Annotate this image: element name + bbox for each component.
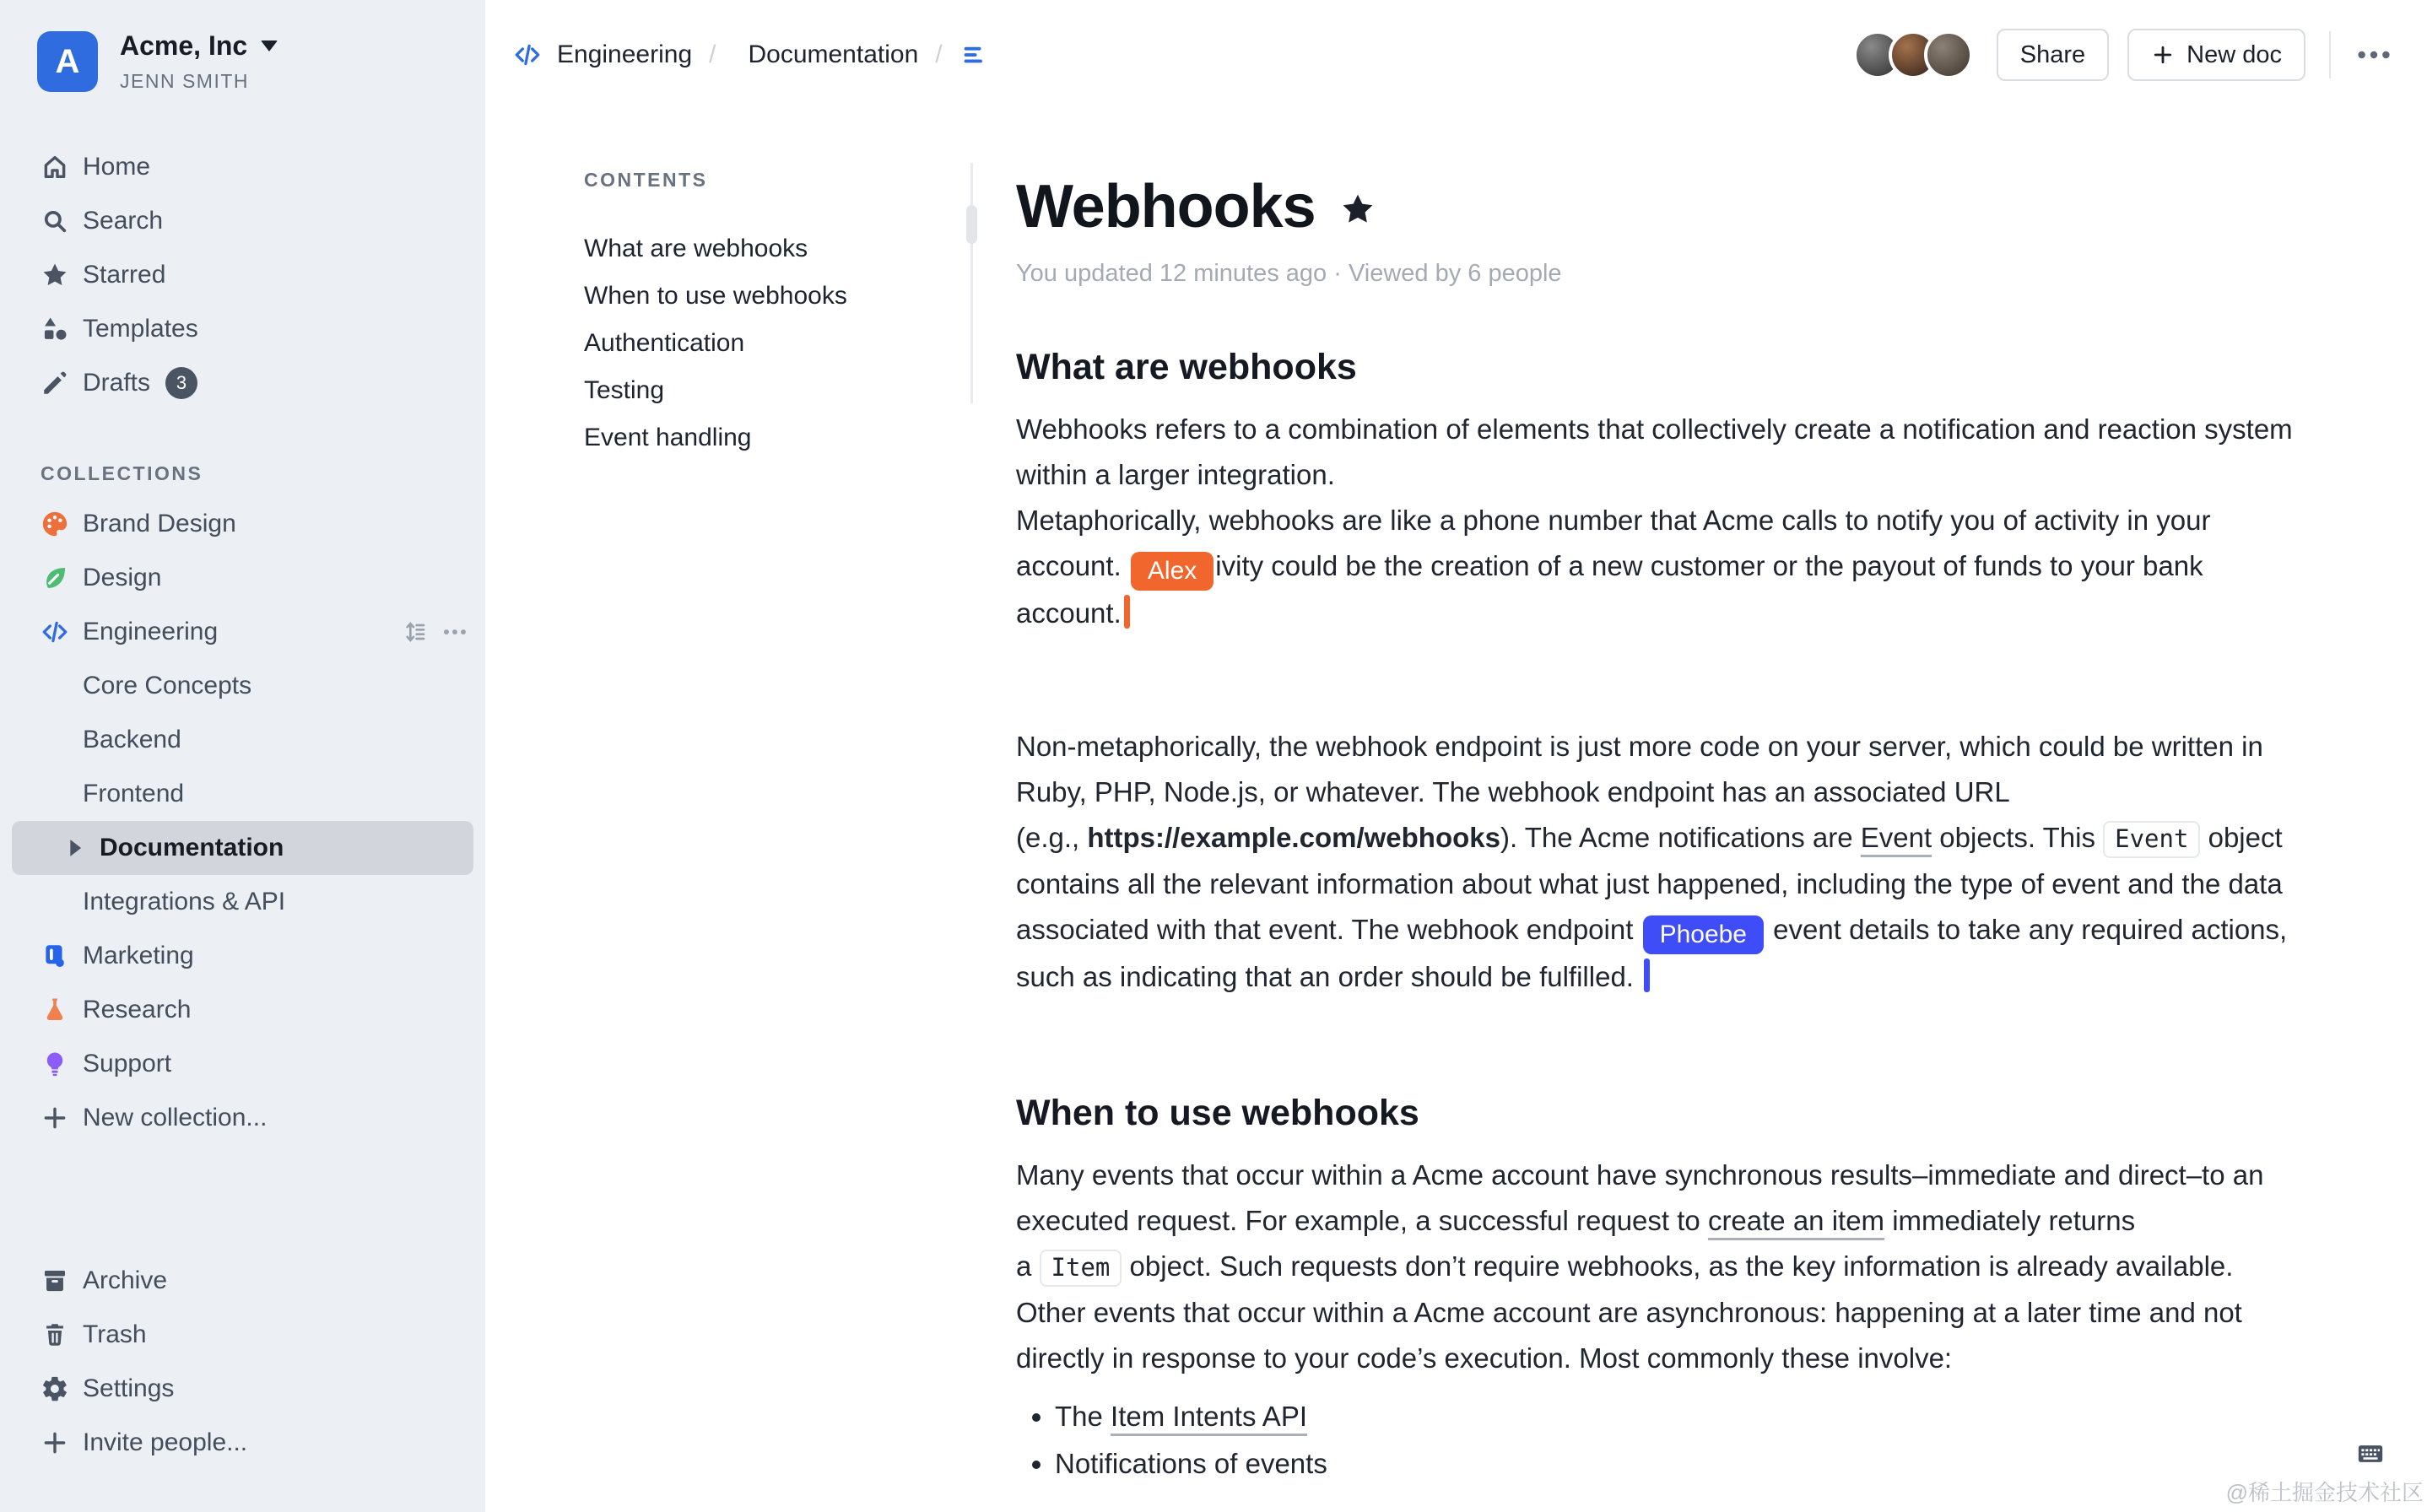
star-icon	[41, 261, 69, 289]
sidebar-collection-design[interactable]	[0, 551, 485, 605]
engineering-collection-icon	[513, 40, 542, 69]
section-heading-when-to-use-webhooks: When to use webhooks	[1016, 1093, 1419, 1133]
chevron-down-icon	[261, 40, 278, 51]
sidebar-item-label: Settings	[83, 1374, 175, 1402]
toc-item-when-to-use-webhooks[interactable]: When to use webhooks	[584, 282, 847, 310]
sidebar-item-label: Search	[83, 207, 164, 235]
doc-link[interactable]: Item Intents API	[1111, 1401, 1307, 1432]
sidebar-footer	[0, 1254, 485, 1470]
inline-code: Item	[1040, 1250, 1122, 1287]
section-heading-what-are-webhooks: What are webhooks	[1016, 347, 1357, 387]
plus-icon	[41, 1428, 69, 1457]
sidebar-item-label: Design	[83, 564, 162, 591]
page-title[interactable]: Webhooks	[1016, 173, 1316, 240]
avatar[interactable]	[1924, 30, 1973, 79]
topbar-divider	[2329, 31, 2331, 78]
sidebar-item-search[interactable]	[0, 194, 485, 248]
contents-label: CONTENTS	[584, 169, 708, 191]
sidebar-item-label: Home	[83, 153, 151, 181]
collection-menu-icon[interactable]	[441, 618, 468, 645]
sidebar-item-label: Templates	[83, 315, 198, 343]
doc-link[interactable]: create an item	[1707, 1205, 1885, 1236]
paragraph[interactable]: Non-metaphorically, the webhook endpoint is just more code on your server, which could be written in Ruby, PHP, Node.js, or whatever. The webhook endpoint has an associated URL (e.g., https://example.com/webhooks). The Acme notifications are Event objects. This Event object contains all the relevant information about what just happened, including the type of event and the data associated with that event. The webhook endpoint Phoebe event details to take any required actions, such as indicating that an order should be fulfilled.	[1016, 731, 2288, 992]
sidebar-collection-engineering[interactable]	[0, 605, 485, 659]
paragraph[interactable]: Many events that occur within a Acme account have synchronous results–immediate and direct–to an executed request. For example, a successful request to create an item immediately returns a Item object. Such requests don’t require webhooks, as the key information is already available. Other events that occur within a Acme account are asynchronous: happening at a later time and not directly in response to your code’s execution. Most commonly these involve:	[1016, 1159, 2264, 1374]
inline-code: Event	[2103, 821, 2200, 858]
sidebar-collection-documentation[interactable]	[12, 821, 473, 875]
sidebar-item-label: Frontend	[83, 780, 185, 807]
sidebar-item-label: Research	[83, 996, 192, 1023]
toc-divider	[970, 163, 973, 403]
sidebar-collection-new-collection[interactable]	[0, 1091, 485, 1145]
toc-item-authentication[interactable]: Authentication	[584, 329, 745, 357]
sidebar-collection-brand-design[interactable]	[0, 497, 485, 551]
trash-icon	[41, 1320, 69, 1349]
breadcrumb-separator: /	[935, 40, 943, 68]
toc-scroll-thumb[interactable]	[966, 205, 977, 244]
archive-icon	[41, 1266, 69, 1295]
watermark: @稀土掘金技术社区	[2225, 1480, 2424, 1505]
starred-icon[interactable]	[1339, 191, 1376, 228]
doc-meta: You updated 12 minutes ago · Viewed by 6 people	[1016, 260, 1562, 287]
viewer-avatars	[1853, 30, 1973, 79]
sidebar-item-drafts[interactable]	[0, 356, 485, 410]
presence-cursor-label: Alex	[1131, 552, 1214, 591]
flask-icon	[41, 996, 69, 1024]
sidebar-item-settings[interactable]	[0, 1362, 485, 1416]
document-lines-icon[interactable]	[959, 40, 988, 69]
sidebar-item-invite-people[interactable]	[0, 1416, 485, 1470]
new-doc-button[interactable]: New doc	[2127, 29, 2305, 81]
workspace-user: JENN SMITH	[120, 70, 249, 92]
collections-label: COLLECTIONS	[41, 462, 203, 484]
sidebar-item-label: Drafts	[83, 369, 151, 397]
sidebar-item-home[interactable]	[0, 140, 485, 194]
leaf-icon	[41, 564, 69, 592]
bold-text: https://example.com/webhooks	[1087, 822, 1500, 853]
sidebar-item-label: Trash	[83, 1320, 147, 1348]
breadcrumb	[513, 40, 988, 69]
share-button[interactable]: Share	[1997, 29, 2109, 81]
sidebar-item-label: Starred	[83, 261, 166, 289]
search-icon	[41, 207, 69, 235]
sidebar-item-templates[interactable]	[0, 302, 485, 356]
plus-icon	[2151, 43, 2175, 67]
document	[1016, 110, 2332, 1488]
toc-item-testing[interactable]: Testing	[584, 376, 665, 404]
topbar	[485, 0, 2427, 110]
plus-icon	[41, 1104, 69, 1132]
reorder-icon[interactable]	[403, 618, 430, 645]
keyboard-shortcuts-button[interactable]	[2353, 1439, 2388, 1468]
workspace-avatar: A	[37, 31, 98, 92]
bulb-icon	[41, 1050, 69, 1078]
main-area	[485, 0, 2427, 1512]
sidebar-item-label: Engineering	[83, 618, 219, 645]
presence-cursor-label: Phoebe	[1643, 915, 1764, 954]
drafts-count-badge: 3	[165, 367, 197, 399]
sidebar-item-label: Integrations & API	[83, 888, 286, 915]
code-icon	[41, 618, 69, 646]
paragraph[interactable]: Webhooks refers to a combination of elements that collectively create a notification and reaction system within a larger integration. Metaphorically, webhooks are like a phone number that Acme calls to notify you of activity in your account. Alex ivity could be the creation of a new customer or the payout of funds to your bank account.	[1016, 413, 2293, 629]
sidebar-collection-marketing[interactable]	[0, 929, 485, 983]
sidebar-item-trash[interactable]	[0, 1308, 485, 1362]
sidebar-item-label: Documentation	[100, 834, 284, 861]
list-item[interactable]: • Notifications of events	[1055, 1440, 2332, 1488]
triangle-right-icon[interactable]	[61, 834, 89, 862]
sidebar-item-archive[interactable]	[0, 1254, 485, 1308]
presence-caret	[1124, 595, 1130, 629]
toc-item-what-are-webhooks[interactable]: What are webhooks	[584, 235, 808, 262]
sidebar-collection-frontend[interactable]	[0, 767, 485, 821]
workspace-name: Acme, Inc	[120, 30, 248, 61]
sidebar-item-label: Brand Design	[83, 510, 236, 537]
sidebar-item-label: Archive	[83, 1266, 168, 1294]
sidebar-collection-support[interactable]	[0, 1037, 485, 1091]
sidebar-nav	[0, 140, 485, 410]
list-item[interactable]: • The Item Intents API	[1055, 1393, 2332, 1440]
table-of-contents	[584, 169, 947, 462]
sidebar-item-label: Invite people...	[83, 1428, 248, 1456]
sidebar-collection-core-concepts[interactable]	[0, 659, 485, 713]
home-icon	[41, 153, 69, 181]
breadcrumb-page[interactable]: Documentation	[748, 40, 919, 68]
sidebar-collection-integrations-api[interactable]	[0, 875, 485, 929]
sidebar-item-label: Backend	[83, 726, 181, 753]
templates-icon	[41, 315, 69, 343]
workspace-switcher[interactable]	[0, 0, 485, 93]
gear-icon	[41, 1374, 69, 1403]
sidebar-item-label: Support	[83, 1050, 172, 1077]
sidebar-collections	[0, 497, 485, 1145]
breadcrumb-separator: /	[709, 40, 716, 68]
sidebar-item-starred[interactable]	[0, 248, 485, 302]
bullet-list	[1016, 1393, 2332, 1488]
presence-caret	[1644, 958, 1650, 992]
sidebar	[0, 0, 485, 1512]
doc-link[interactable]: Event	[1860, 822, 1932, 853]
toc-item-event-handling[interactable]: Event handling	[584, 424, 752, 451]
pencil-icon	[41, 369, 69, 397]
sidebar-item-label: Marketing	[83, 942, 194, 969]
sidebar-item-label: New collection...	[83, 1104, 268, 1131]
doc-body	[1016, 347, 2332, 1488]
more-options-button[interactable]	[2354, 35, 2393, 74]
sidebar-collection-research[interactable]	[0, 983, 485, 1037]
sidebar-collection-backend[interactable]	[0, 713, 485, 767]
breadcrumb-collection[interactable]: Engineering	[557, 40, 693, 68]
sidebar-item-label: Core Concepts	[83, 672, 252, 699]
flag-icon	[41, 942, 69, 970]
palette-icon	[41, 510, 69, 538]
